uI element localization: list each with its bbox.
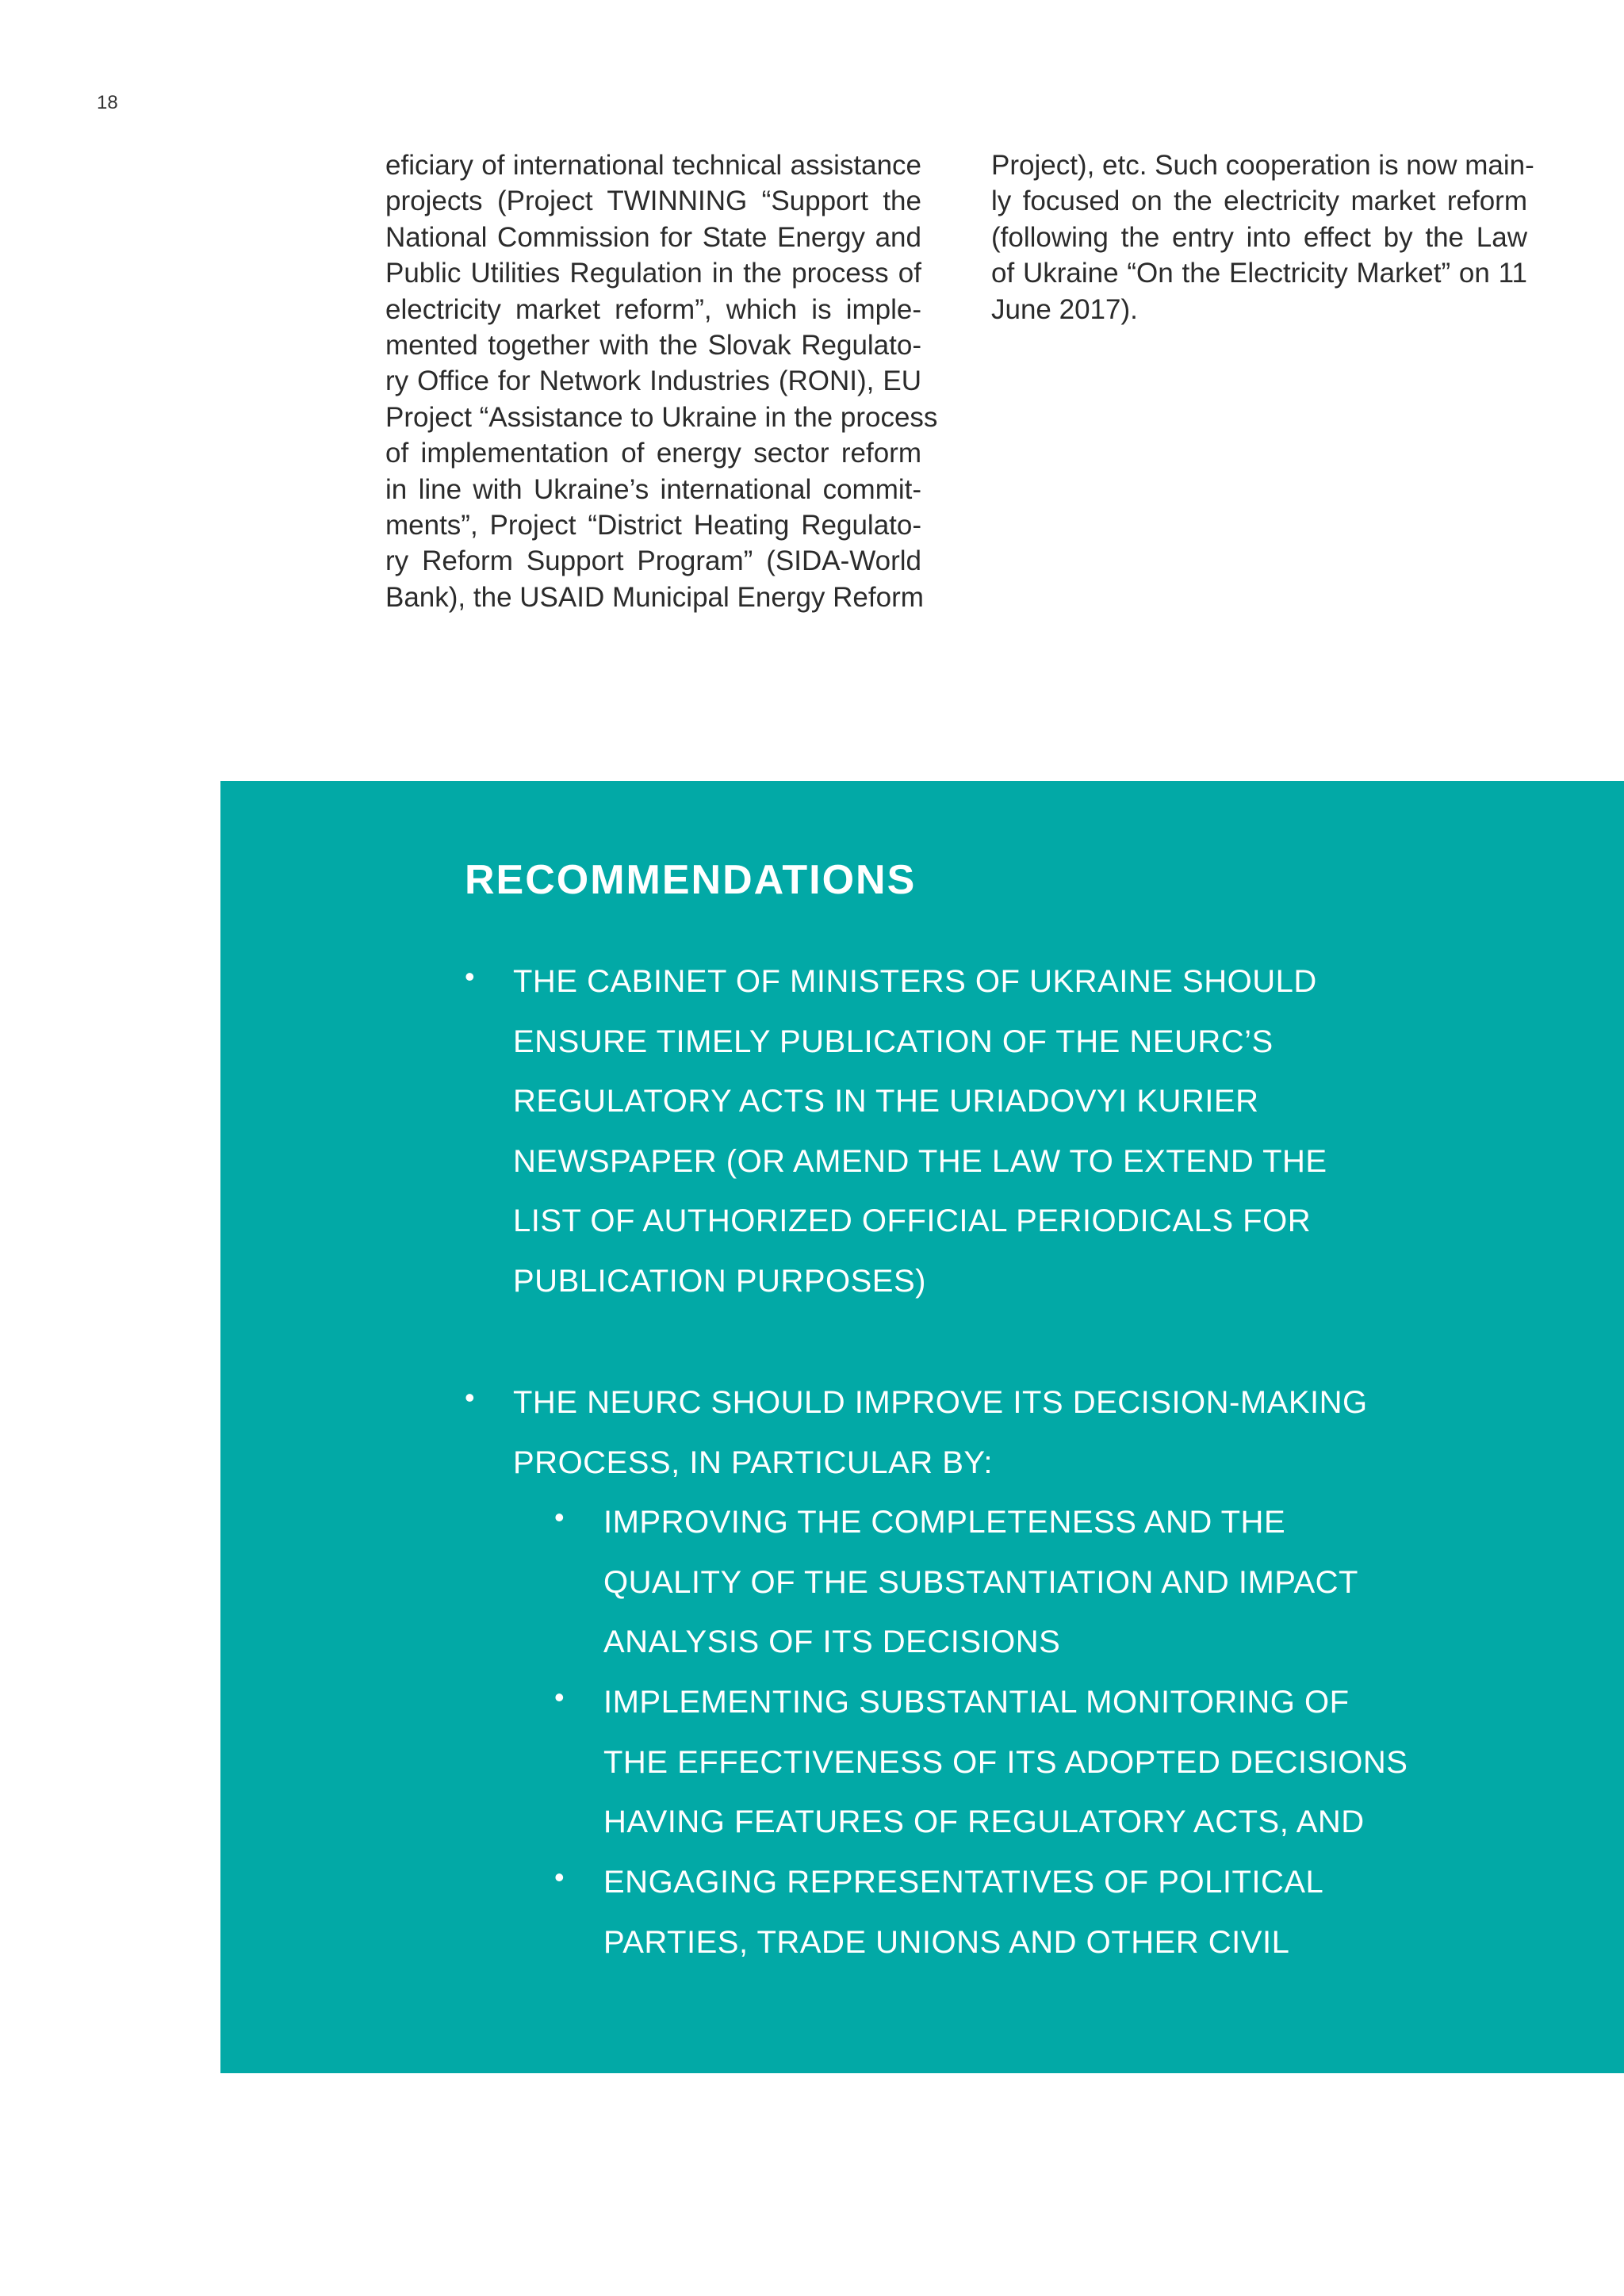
body-text-line: electricity market reform”, which is imple- — [385, 293, 921, 325]
recommendation-line: PARTIES, TRADE UNIONS AND OTHER CIVIL — [603, 1924, 1290, 1960]
body-text-line: ry Reform Support Program” (SIDA-World — [385, 545, 921, 577]
recommendation-sub-text — [603, 1673, 1408, 1853]
recommendation-line: LIST OF AUTHORIZED OFFICIAL PERIODICALS FOR — [513, 1203, 1312, 1239]
recommendation-line: IMPROVING THE COMPLETENESS AND THE — [603, 1505, 1286, 1540]
body-text-line: of implementation of energy sector reform — [385, 438, 921, 469]
body-text-right-column — [991, 147, 1534, 327]
recommendation-line: THE NEURC SHOULD IMPROVE ITS DECISION-MAKING — [513, 1385, 1368, 1420]
bullet-icon: • — [554, 1861, 565, 1893]
recommendation-text — [513, 1373, 1368, 1493]
body-text-line: June 2017). — [991, 293, 1138, 325]
recommendation-text — [513, 952, 1327, 1312]
bullet-icon: • — [554, 1681, 565, 1713]
recommendation-sub-text — [603, 1853, 1323, 1973]
recommendation-line: HAVING FEATURES OF REGULATORY ACTS, AND — [603, 1804, 1365, 1840]
body-text-line: Bank), the USAID Municipal Energy Reform — [385, 581, 924, 613]
body-text-left-column — [385, 147, 938, 615]
recommendation-line: QUALITY OF THE SUBSTANTIATION AND IMPACT — [603, 1564, 1358, 1600]
recommendation-line: THE EFFECTIVENESS OF ITS ADOPTED DECISIONS — [603, 1744, 1408, 1780]
recommendation-line: PROCESS, IN PARTICULAR BY: — [513, 1445, 994, 1480]
bullet-icon: • — [465, 1381, 475, 1414]
body-text-line: ly focused on the electricity market reform — [991, 186, 1527, 217]
recommendation-line: REGULATORY ACTS IN THE URIADOVYI KURIER — [513, 1084, 1259, 1119]
body-text-line: in line with Ukraine’s international commit- — [385, 473, 921, 505]
body-text-line: (following the entry into effect by the Law — [991, 221, 1527, 253]
recommendation-line: ENGAGING REPRESENTATIVES OF POLITICAL — [603, 1865, 1324, 1900]
recommendation-line: PUBLICATION PURPOSES) — [513, 1263, 926, 1299]
body-text-line: mented together with the Slovak Regulato- — [385, 330, 921, 362]
recommendation-line: ANALYSIS OF ITS DECISIONS — [603, 1624, 1061, 1660]
bullet-icon: • — [465, 960, 475, 993]
recommendation-line: NEWSPAPER (OR AMEND THE LAW TO EXTEND THE — [513, 1143, 1327, 1179]
recommendation-line: THE CABINET OF MINISTERS OF UKRAINE SHOULD — [513, 964, 1317, 999]
body-text-line: projects (Project TWINNING “Support the — [385, 186, 921, 217]
body-text-line: eficiary of international technical assistance — [385, 150, 921, 181]
recommendations-title: RECOMMENDATIONS — [465, 857, 917, 903]
recommendation-sub-text — [603, 1493, 1358, 1673]
body-text-line: ments”, Project “District Heating Regulato- — [385, 510, 921, 541]
recommendation-line: ENSURE TIMELY PUBLICATION OF THE NEURC’S — [513, 1024, 1274, 1059]
recommendation-line: IMPLEMENTING SUBSTANTIAL MONITORING OF — [603, 1685, 1350, 1720]
recommendations-panel — [220, 781, 1624, 2073]
body-text-line: Project), etc. Such cooperation is now main- — [991, 150, 1534, 181]
body-text-line: Public Utilities Regulation in the process of — [385, 258, 921, 289]
page-number: 18 — [97, 92, 118, 113]
body-text-line: National Commission for State Energy and — [385, 221, 921, 253]
bullet-icon: • — [554, 1501, 565, 1533]
body-text-line: ry Office for Network Industries (RONI), EU — [385, 365, 921, 397]
body-text-line: Project “Assistance to Ukraine in the process — [385, 401, 938, 433]
body-text-line: of Ukraine “On the Electricity Market” on 11 — [991, 258, 1527, 289]
